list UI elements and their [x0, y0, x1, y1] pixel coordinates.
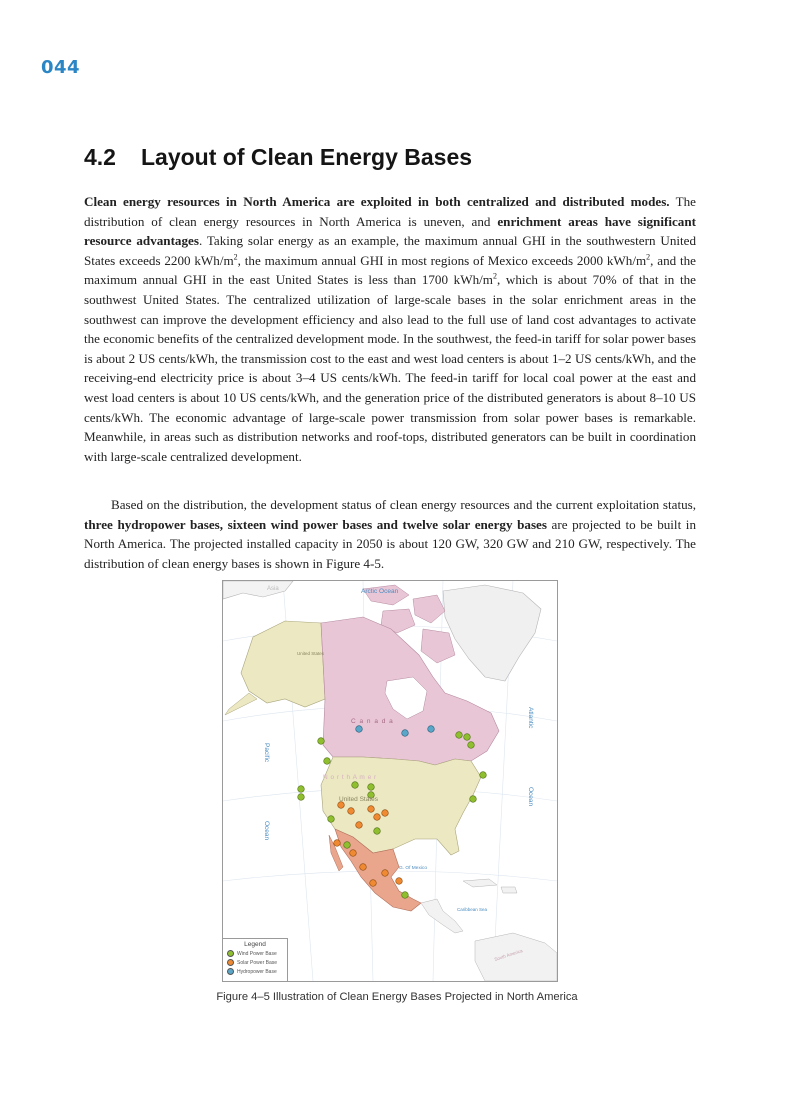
paragraph-1-lead: Clean energy resources in North America are exploited in both centralized and distributed modes.: [84, 194, 670, 209]
label-asia: Asia: [267, 586, 279, 592]
label-south-america: South America: [493, 948, 524, 962]
wind-base-marker: [368, 784, 375, 791]
legend-label: Hydropower Base: [237, 968, 277, 975]
wind-base-marker: [352, 782, 359, 789]
paragraph-1-text: The distribution of clean energy resources in North America is uneven, and: [84, 194, 696, 229]
wind-base-marker: [374, 828, 381, 835]
label-atlantic-ocean: Ocean: [527, 787, 534, 807]
legend-item-wind: [227, 950, 287, 957]
label-pacific-ocean: Ocean: [263, 821, 270, 841]
section-title-text: Layout of Clean Energy Bases: [141, 144, 473, 170]
figure-map: [222, 580, 558, 982]
label-alaska: United States: [297, 651, 325, 656]
hispaniola: [501, 887, 517, 893]
wind-base-marker: [298, 794, 305, 801]
paragraph-1-text: , the maximum annual GHI in most regions of Mexico exceeds 2000 kWh/m: [237, 252, 647, 268]
paragraph-2-text: are projected to be built in North America. The projected installed capacity in 2050 is about 120 GW, 320 GW and 210 GW, respectively. The distribution of clean energy bases is shown in Figure 4-5.: [84, 516, 696, 571]
paragraph-1-text: . Taking solar energy as an example, the maximum annual GHI in the southwestern United States exceeds 2200 kWh/m: [84, 233, 696, 268]
label-arctic-ocean: Arctic Ocean: [361, 588, 399, 595]
north-america-map: [223, 581, 557, 981]
wind-base-marker: [298, 786, 305, 793]
legend-label: Solar Power Base: [237, 959, 278, 966]
wind-base-marker: [324, 758, 331, 765]
hydro-icon: [227, 968, 234, 975]
label-caribbean-sea: Caribbean Sea: [457, 907, 488, 912]
hydro-base-marker: [428, 726, 435, 733]
section-number: 4.2: [84, 144, 116, 170]
paragraph-2: [84, 495, 696, 573]
solar-base-marker: [360, 864, 367, 871]
legend-title: Legend: [244, 941, 266, 948]
hydro-base-marker: [356, 726, 363, 733]
paragraph-2-emphasis: three hydropower bases, sixteen wind power bases and twelve solar energy bases: [84, 516, 547, 532]
hydro-base-marker: [402, 730, 409, 737]
label-canada: C a n a d a: [351, 718, 394, 725]
solar-base-marker: [374, 814, 381, 821]
paragraph-1-text: , which is about 70% of that in the southwest United States. The centralized utilization of large-scale bases in the solar enrichment areas in the southwest can improve the development efficiency and also lead to the full use of land cost advantages to activate the economic benefits of the centralized development mode. In the southwest, the feed-in tariff for solar power bases is about 2 US cents/kWh, the transmission cost to the east and west load centers is about 1–2 US cents/kWh, and the receiving-end electricity price is about 3–4 US cents/kWh. The feed-in tariff for local coal power at the east and west load centers is about 10 US cents/kWh, and the generation price of the distributed generators is about 8–10 US cents/kWh. The economic advantage of large-scale power transmission from solar power bases is remarkable. Meanwhile, in areas such as distribution networks and roof-tops, distributed generators can be built in coordination with large-scale centralized development.: [84, 272, 696, 464]
wind-base-marker: [328, 816, 335, 823]
solar-base-marker: [348, 808, 355, 815]
paragraph-2-text: Based on the distribution, the development status of clean energy resources and the current exploitation status,: [111, 497, 696, 512]
solar-base-marker: [356, 822, 363, 829]
map-legend: [223, 938, 288, 981]
wind-base-marker: [402, 892, 409, 899]
legend-item-hydro: [227, 968, 287, 975]
solar-base-marker: [350, 850, 357, 857]
wind-base-marker: [456, 732, 463, 739]
superscript: 2: [646, 252, 651, 262]
solar-base-marker: [370, 880, 377, 887]
figure-caption: Figure 4–5 Illustration of Clean Energy Bases Projected in North America: [216, 991, 578, 1003]
solar-base-marker: [334, 840, 341, 847]
legend-label: Wind Power Base: [237, 950, 277, 957]
wind-icon: [227, 950, 234, 957]
paragraph-1-emphasis: enrichment areas have significant resource advantages: [84, 213, 696, 249]
solar-icon: [227, 959, 234, 966]
solar-base-marker: [368, 806, 375, 813]
solar-base-marker: [382, 870, 389, 877]
paragraph-1-text: , and the maximum annual GHI in the east United States is less than 1700 kWh/m: [84, 252, 696, 288]
solar-base-marker: [382, 810, 389, 817]
label-atlantic: Atlantic: [527, 707, 534, 729]
label-gulf-of-mexico: G. Of Mexico: [399, 866, 427, 871]
solar-base-marker: [396, 878, 403, 885]
wind-base-marker: [464, 734, 471, 741]
section-title: [84, 144, 472, 171]
superscript: 2: [492, 272, 497, 282]
label-united-states: United States: [339, 796, 379, 803]
superscript: 2: [233, 252, 238, 262]
wind-base-marker: [344, 842, 351, 849]
page-number: 044: [41, 57, 81, 78]
legend-item-solar: [227, 959, 287, 966]
label-north-america: N o r t h A m e r: [323, 774, 377, 781]
wind-base-marker: [480, 772, 487, 779]
wind-base-marker: [468, 742, 475, 749]
paragraph-1: [84, 192, 696, 466]
wind-base-marker: [470, 796, 477, 803]
label-pacific: Pacific: [263, 743, 270, 763]
wind-base-marker: [318, 738, 325, 745]
